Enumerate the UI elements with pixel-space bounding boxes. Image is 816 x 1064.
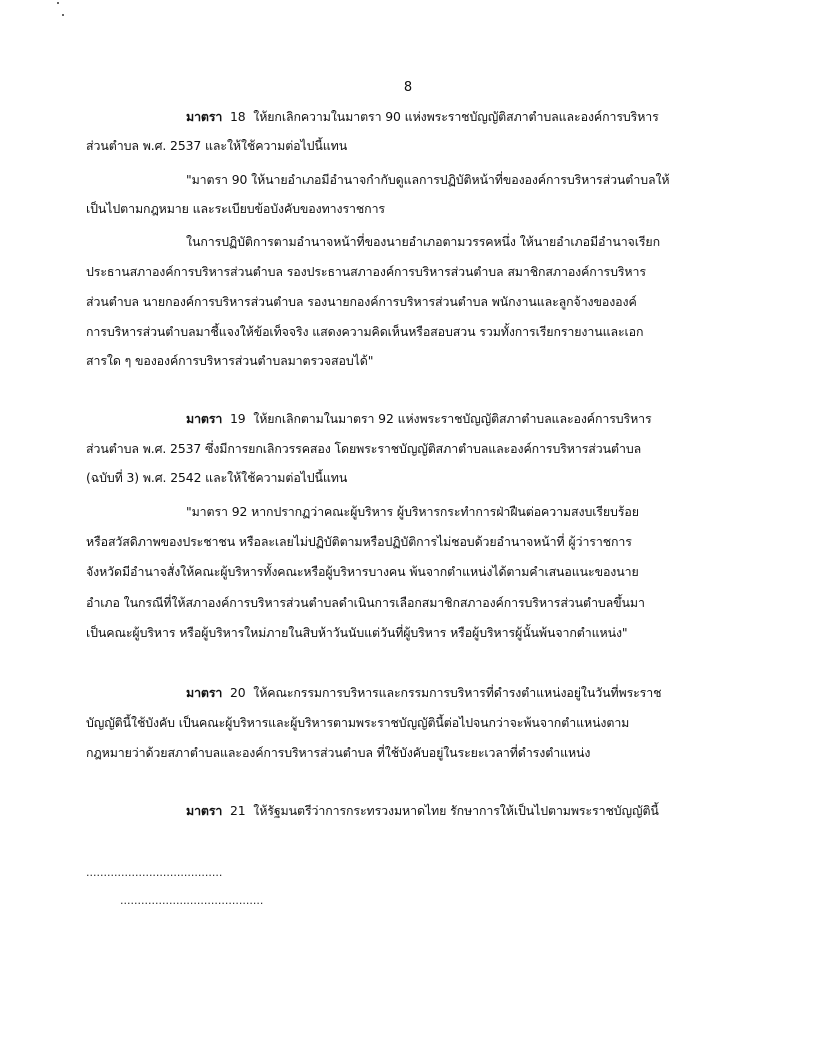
section-label: มาตรา xyxy=(186,803,223,818)
section-18-para-3: ส่วนตำบล นายกองค์การบริหารส่วนตำบล รองนายกองค์การบริหารส่วนตำบล พนักงานและลูกจ้างขององค์ xyxy=(86,294,637,309)
section-21-line-1 xyxy=(186,802,736,820)
section-20-line-3: กฎหมายว่าด้วยสภาตำบลและองค์การบริหารส่วนตำบล ที่ใช้บังคับอยู่ในระยะเวลาที่ดำรงตำแหน่ง xyxy=(86,745,591,760)
section-18-line-1 xyxy=(186,108,736,126)
section-18-line-2: ส่วนตำบล พ.ศ. 2537 และให้ใช้ความต่อไปนี้แทน xyxy=(86,138,348,153)
section-18-para-1: ในการปฏิบัติการตามอำนาจหน้าที่ของนายอำเภอตามวรรคหนึ่ง ให้นายอำเภอมีอำนาจเรียก xyxy=(186,234,660,249)
section-label: มาตรา xyxy=(186,109,223,124)
section-18-para-4: การบริหารส่วนตำบลมาชี้แจงให้ข้อเท็จจริง แสดงความคิดเห็นหรือสอบสวน รวมทั้งการเรียกรายงานและเอก xyxy=(86,324,644,339)
section-20-line-2: บัญญัตินี้ใช้บังคับ เป็นคณะผู้บริหารและผู้บริหารตามพระราชบัญญัตินี้ต่อไปจนกว่าจะพ้นจากตำแหน่งตาม xyxy=(86,715,630,730)
section-19-line-1 xyxy=(186,410,736,428)
section-19-quote-2: หรือสวัสดิภาพของประชาชน หรือละเลยไม่ปฏิบัติตามหรือปฏิบัติการไม่ชอบด้วยอำนาจหน้าที่ ผู้ว่าราชการ xyxy=(86,534,632,549)
page-number: 8 xyxy=(403,80,413,95)
section-19-quote-4: อำเภอ ในกรณีที่ให้สภาองค์การบริหารส่วนตำบลดำเนินการเลือกสมาชิกสภาองค์การบริหารส่วนตำบลขึ้นมา xyxy=(86,595,645,610)
section-18-para-2: ประธานสภาองค์การบริหารส่วนตำบล รองประธานสภาองค์การบริหารส่วนตำบล สมาชิกสภาองค์การบริหาร xyxy=(86,264,646,279)
section-19-quote-5: เป็นคณะผู้บริหาร หรือผู้บริหารใหม่ภายในสิบห้าวันนับแต่วันที่ผู้บริหาร หรือผู้บริหารผู้นั้นพ้นจากตำแหน่ง" xyxy=(86,625,628,640)
section-18-quote-1: "มาตรา 90 ให้นายอำเภอมีอำนาจกำกับดูแลการปฏิบัติหน้าที่ขององค์การบริหารส่วนตำบลให้ xyxy=(186,172,670,187)
section-20-line-1 xyxy=(186,684,736,702)
section-19-quote-1: "มาตรา 92 หากปรากฏว่าคณะผู้บริหาร ผู้บริหารกระทำการฝ่าฝืนต่อความสงบเรียบร้อย xyxy=(186,504,639,519)
section-19-line-2: ส่วนตำบล พ.ศ. 2537 ซึ่งมีการยกเลิกวรรคสอง โดยพระราชบัญญัติสภาตำบลและองค์การบริหารส่วนตำบล xyxy=(86,441,642,456)
section-text: ให้คณะกรรมการบริหารและกรรมการบริหารที่ดำรงตำแหน่งอยู่ในวันที่พระราช xyxy=(253,685,662,700)
section-text: ให้ยกเลิกความในมาตรา 90 แห่งพระราชบัญญัติสภาตำบลและองค์การบริหาร xyxy=(253,109,659,124)
signature-dotted-line-1: ....................................... xyxy=(86,866,223,879)
section-18-quote-2: เป็นไปตามกฎหมาย และระเบียบข้อบังคับของทางราชการ xyxy=(86,201,385,216)
section-number: 20 xyxy=(229,685,246,700)
signature-dotted-line-2: ......................................... xyxy=(120,894,264,907)
section-19-quote-3: จังหวัดมีอำนาจสั่งให้คณะผู้บริหารทั้งคณะหรือผู้บริหารบางคน พ้นจากตำแหน่งได้ตามคำเสนอแนะของนาย xyxy=(86,564,639,579)
section-number: 21 xyxy=(229,803,246,818)
scan-speck xyxy=(62,14,64,16)
section-number: 18 xyxy=(229,109,246,124)
section-number: 19 xyxy=(229,411,246,426)
scan-speck xyxy=(57,2,59,4)
section-text: ให้ยกเลิกตามในมาตรา 92 แห่งพระราชบัญญัติสภาตำบลและองค์การบริหาร xyxy=(253,411,652,426)
section-19-line-3: (ฉบับที่ 3) พ.ศ. 2542 และให้ใช้ความต่อไปนี้แทน xyxy=(86,470,348,485)
section-label: มาตรา xyxy=(186,685,223,700)
section-18-para-5: สารใด ๆ ขององค์การบริหารส่วนตำบลมาตรวจสอบได้" xyxy=(86,353,374,368)
section-text: ให้รัฐมนตรีว่าการกระทรวงมหาดไทย รักษาการให้เป็นไปตามพระราชบัญญัตินี้ xyxy=(253,803,659,818)
section-label: มาตรา xyxy=(186,411,223,426)
